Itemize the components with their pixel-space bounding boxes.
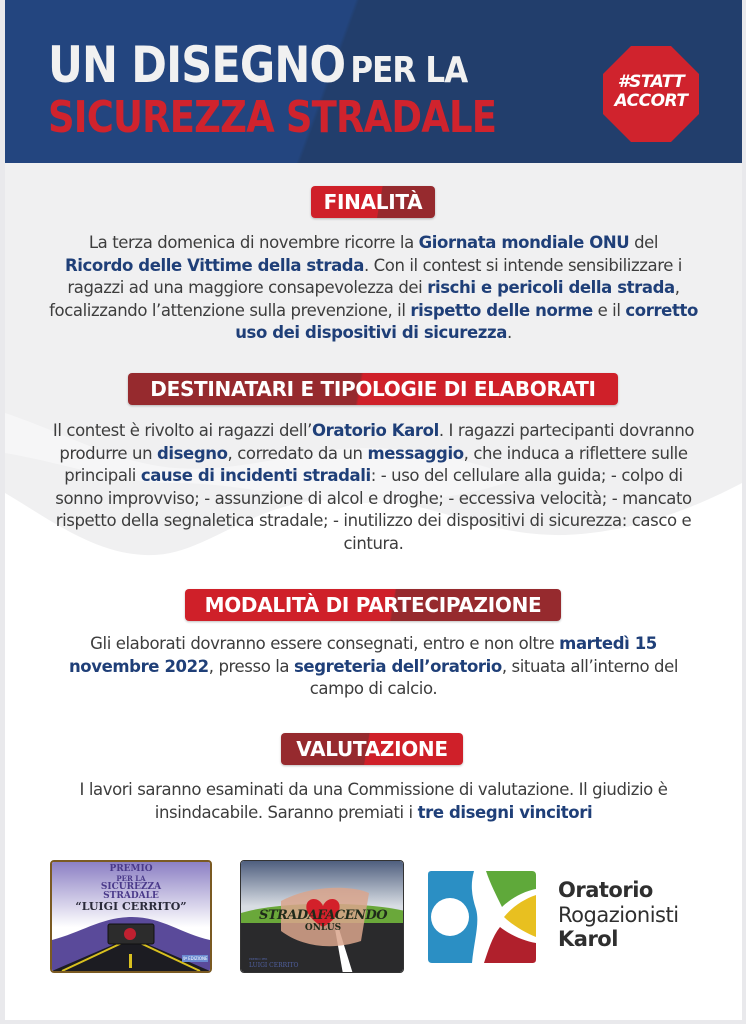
text-segment: Gli elaborati dovranno essere consegnati, entro e non oltre <box>90 634 560 653</box>
text-segment: Il contest è rivolto ai ragazzi dell’ <box>52 421 312 440</box>
text-segment: , focalizzando l’attenzione sulla prevenzione, il <box>49 278 680 320</box>
premio-luigi-cerrito-logo <box>50 860 212 973</box>
hashtag-line-1: #STATT <box>617 72 685 92</box>
title-line-2: SICUREZZA STRADALE <box>48 92 497 143</box>
section-heading-destinatari <box>128 373 618 405</box>
premio-title <box>52 865 210 913</box>
text-segment: I lavori saranno esaminati da una Commissione di valutazione. Il giudizio è insindacabile. Saranno premiati i <box>79 780 668 822</box>
highlight-segment: tre disegni vincitori <box>417 802 593 822</box>
title-connector: PER LA <box>350 50 468 91</box>
karol-line-3: Karol <box>558 927 618 951</box>
highlight-segment: Oratorio Karol <box>311 421 439 440</box>
highlight-segment: martedì 15 novembre 2022 <box>68 634 657 676</box>
section-heading-modalita <box>185 589 561 621</box>
text-segment: , corredato da un <box>227 443 368 463</box>
highlight-segment: rispetto delle norme <box>410 300 593 320</box>
header-banner <box>5 0 742 163</box>
section-heading-valutazione <box>281 733 463 765</box>
section-text-destinatari <box>45 420 702 555</box>
title-main: UN DISEGNO <box>48 36 346 94</box>
title-line-1 <box>48 36 467 94</box>
text-segment: del <box>629 233 659 252</box>
hashtag-line-2: ACCORT <box>614 91 688 111</box>
karol-line-1: Oratorio <box>558 878 653 902</box>
highlight-segment: messaggio <box>367 443 464 463</box>
stop-sign-icon <box>603 46 699 142</box>
section-text-modalita <box>60 633 687 701</box>
text-segment: : - uso del cellulare alla guida; - colpo di sonno improvviso; - assunzione di alcol e droghe; - eccessiva velocità; - mancato rispetto della segnaletica stradale; - inutilizzo dei dispositivi di sicurezza: casco e cintura. <box>55 466 692 553</box>
premio-line: SICUREZZA <box>100 882 162 892</box>
karol-logo-text <box>558 878 679 952</box>
highlight-segment: Giornata mondiale ONU <box>418 233 630 252</box>
text-segment: , presso la <box>208 656 294 676</box>
premio-edition-tag: 4ª EDIZIONE <box>182 956 208 961</box>
section-heading-finalita <box>311 186 435 218</box>
text-segment: , situata all’interno del campo di calcio. <box>309 656 679 698</box>
stradafacendo-footer-small: PREMIO PER <box>249 957 268 961</box>
text-segment: . I ragazzi partecipanti dovranno produrre un <box>59 421 695 463</box>
stradafacendo-onlus-logo <box>240 860 404 973</box>
section-heading-text: MODALITÀ DI PARTECIPAZIONE <box>204 593 542 617</box>
section-text-valutazione <box>65 779 682 824</box>
karol-line-2: Rogazionisti <box>558 902 679 927</box>
highlight-segment: cause di incidenti stradali <box>140 466 371 485</box>
premio-line: PREMIO <box>109 864 153 874</box>
stradafacendo-sub: ONLUS <box>304 923 342 933</box>
highlight-segment: segreteria dell’oratorio <box>293 656 502 676</box>
section-heading-text: FINALITÀ <box>323 190 423 214</box>
text-segment: e il <box>592 300 626 320</box>
section-text-finalita <box>45 232 702 345</box>
section-heading-text: VALUTAZIONE <box>296 737 448 761</box>
poster <box>5 0 742 1020</box>
karol-logo-mark-icon <box>428 871 536 963</box>
text-segment: , che induca a riflettere sulle principali <box>64 443 688 485</box>
premio-line: PER LA <box>116 874 146 883</box>
highlight-segment: Ricordo delle Vittime della strada <box>64 255 364 275</box>
text-segment: . Con il contest si intende sensibilizzare i ragazzi ad una maggiore consapevolezza dei <box>67 255 682 297</box>
stradafacendo-footer: LUIGI CERRITO <box>249 962 299 969</box>
hashtag-badge <box>603 73 699 111</box>
text-segment: La terza domenica di novembre ricorre la <box>88 233 419 252</box>
highlight-segment: disegno <box>156 443 228 463</box>
highlight-segment: rischi e pericoli della strada <box>427 278 675 297</box>
premio-line: STRADALE <box>103 891 159 901</box>
highlight-segment: corretto uso dei dispositivi di sicurezza <box>235 300 698 342</box>
section-heading-text: DESTINATARI E TIPOLOGIE DI ELABORATI <box>150 377 596 401</box>
karol-ok-mark-icon <box>428 871 536 963</box>
premio-line: “LUIGI CERRITO” <box>75 900 187 913</box>
stradafacendo-name: STRADAFACENDO <box>258 908 388 923</box>
text-segment: . <box>506 323 512 342</box>
